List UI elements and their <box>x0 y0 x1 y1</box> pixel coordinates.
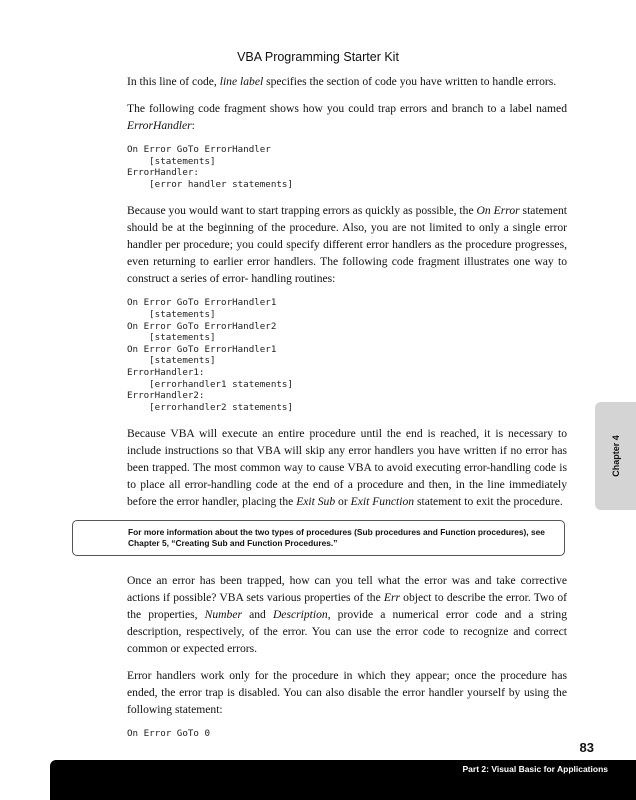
cross-reference-note: For more information about the two types of procedures (Sub procedures and Function procedures), see Chapter 5, “Creating Sub and Function Procedures.” <box>72 520 565 556</box>
code-block-2: On Error GoTo ErrorHandler1 [statements] On Error GoTo ErrorHandler2 [statements] On Error GoTo ErrorHandler1 [statements] ErrorHandler1: [errorhandler1 statements] ErrorHandler2: [errorhandler2 statements] <box>127 297 293 413</box>
code-block-1: On Error GoTo ErrorHandler [statements] ErrorHandler: [error handler statements] <box>127 144 293 190</box>
footer-bar <box>50 760 636 800</box>
chapter-tab <box>595 402 636 510</box>
paragraph-2: The following code fragment shows how you could trap errors and branch to a label named ErrorHandler: <box>127 102 567 132</box>
paragraph-1: In this line of code, line label specifies the section of code you have written to handle errors. <box>127 75 557 88</box>
paragraph-6: Error handlers work only for the procedure in which they appear; once the procedure has ended, the error trap is disabled. You can also disable the error handler yourself by using the following statement: <box>127 669 567 717</box>
paragraph-5: Once an error has been trapped, how can you tell what the error was and take corrective actions if possible? VBA sets various properties of the Err object to describe the error. Two of the properties, Number and Description, provide a numerical error code and a string description, respectively, of the error. You can use the error code to recognize and correct common or expected errors. <box>127 574 567 656</box>
part-label: Part 2: Visual Basic for Applications <box>462 764 608 774</box>
page-number: 83 <box>579 740 594 755</box>
page-body <box>127 73 567 752</box>
chapter-tab-label: Chapter 4 <box>610 435 621 477</box>
code-block-3: On Error GoTo 0 <box>127 728 210 740</box>
running-head: VBA Programming Starter Kit <box>237 50 399 64</box>
paragraph-4: Because VBA will execute an entire procedure until the end is reached, it is necessary to include instructions so that VBA will skip any error handlers you have written if no error has been trapped. The most common way to cause VBA to avoid executing error-handling code is to place all error-handling code at the end of a procedure and then, in the line immediately before the error handler, placing the Exit Sub or Exit Function statement to exit the procedure. <box>127 427 567 509</box>
paragraph-3: Because you would want to start trapping errors as quickly as possible, the On Error statement should be at the beginning of the procedure. Also, you are not limited to only a single error handler per procedure; you could specify different error handlers as the procedure progresses, even returning to earlier error handlers. The following code fragment illustrates one way to construct a series of error- handling routines: <box>127 204 567 286</box>
